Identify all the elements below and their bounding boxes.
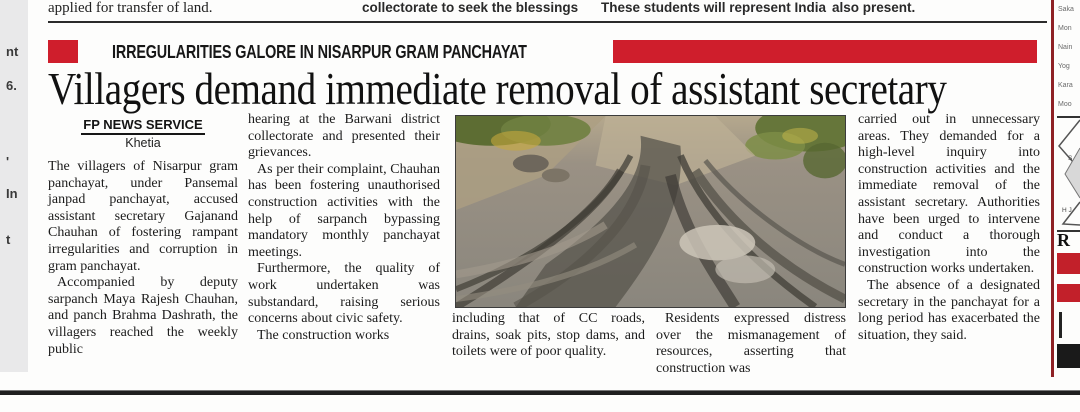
svg-text:S: S [1068,155,1073,162]
byline-agency: FP NEWS SERVICE [81,117,204,135]
body-paragraph: carried out in unnecessary areas. They demanded for a high-level inquiry into construction activities and the immediate removal of the assistant secretary. Authorities have been urged to intervene and conduct a thorough investigation into the construction works undertaken. [858,112,1040,277]
sidebar-red-block [1057,284,1080,302]
body-paragraph: Residents expressed distress over the mismanagement of resources, asserting that construction was [656,311,846,376]
margin-fragment: t [6,232,11,247]
byline-block [48,117,238,150]
muddy-road-illustration [456,116,845,307]
sidebar-black-block [1057,344,1080,368]
kicker-label: IRREGULARITIES GALORE IN NISARPUR GRAM PANCHAYAT [112,41,527,62]
body-paragraph: including that of CC roads, drains, soak pits, stop dams, and toilets were of poor quality. [452,311,645,360]
body-column-2 [248,112,440,344]
body-column-3 [452,311,645,361]
sidebar-red-block [1057,253,1080,274]
sidebar-fragment: Kara [1058,82,1073,89]
body-column-5 [858,112,1040,344]
kicker [112,41,630,63]
left-margin-strip [0,0,28,372]
headline-text: Villagers demand immediate removal of assistant secretary [48,63,947,114]
sidebar-cropped-column [1057,0,1080,377]
article-photo-muddy-road [455,115,846,308]
sidebar-fragment: Moo [1058,101,1072,108]
body-paragraph: Accompanied by deputy sarpanch Maya Rajesh Chauhan, and panch Brahma Dashrath, the villagers reached the weekly public [48,275,238,357]
sidebar-red-border [1051,0,1054,377]
top-article-fragment-right: These students will represent India [601,0,827,15]
dateline: Khetia [125,136,161,150]
body-column-4 [656,311,846,377]
margin-fragment: ' [6,154,10,169]
sidebar-logo-letter: R [1057,230,1070,250]
sidebar-fragment: Nain [1058,44,1073,51]
body-paragraph: The construction works [257,327,390,343]
sidebar-fragment: Mon [1058,25,1072,32]
bottom-section-rule [0,390,1080,395]
svg-text:H J: H J [1062,207,1072,214]
body-paragraph: As per their complaint, Chauhan has been fostering unauthorised construction activities with the help of sarpanch bypassing mandatory monthly panchayat meetings. [248,161,440,260]
margin-fragment: nt [6,44,19,59]
sidebar-vertical-bar [1059,312,1062,338]
body-paragraph: hearing at the Barwani district collectorate and presented their grievances. [248,112,440,161]
body-paragraph: The villagers of Nisarpur gram panchayat, under Pansemal janpad panchayat, accused assistant secretary Gajanand Chauhan of fostering rampant irregularities and corruption in gram panchayat. [48,159,238,274]
body-paragraph: Furthermore, the quality of work undertaken was substandard, raising serious concerns about civic safety. [248,261,440,327]
top-article-fragment-far-right: also present. [832,0,916,15]
top-article-fragment-left: applied for transfer of land. [48,0,213,16]
sidebar-fragment: Saka [1058,6,1074,13]
body-column-1 [48,117,238,358]
body-paragraph: The absence of a designated secretary in the panchayat for a long period has exacerbated the situation, they said. [858,277,1040,343]
margin-fragment: In [6,186,18,201]
headline [48,62,1080,114]
margin-fragment: 6. [6,78,17,93]
section-divider-rule [48,21,1047,23]
top-article-fragment-mid: collectorate to seek the blessings [362,0,579,15]
sidebar-diagram-fragment [1057,116,1080,232]
sidebar-fragment: Yog [1058,63,1070,70]
kicker-red-bar [613,40,1037,63]
kicker-red-block [48,40,78,63]
